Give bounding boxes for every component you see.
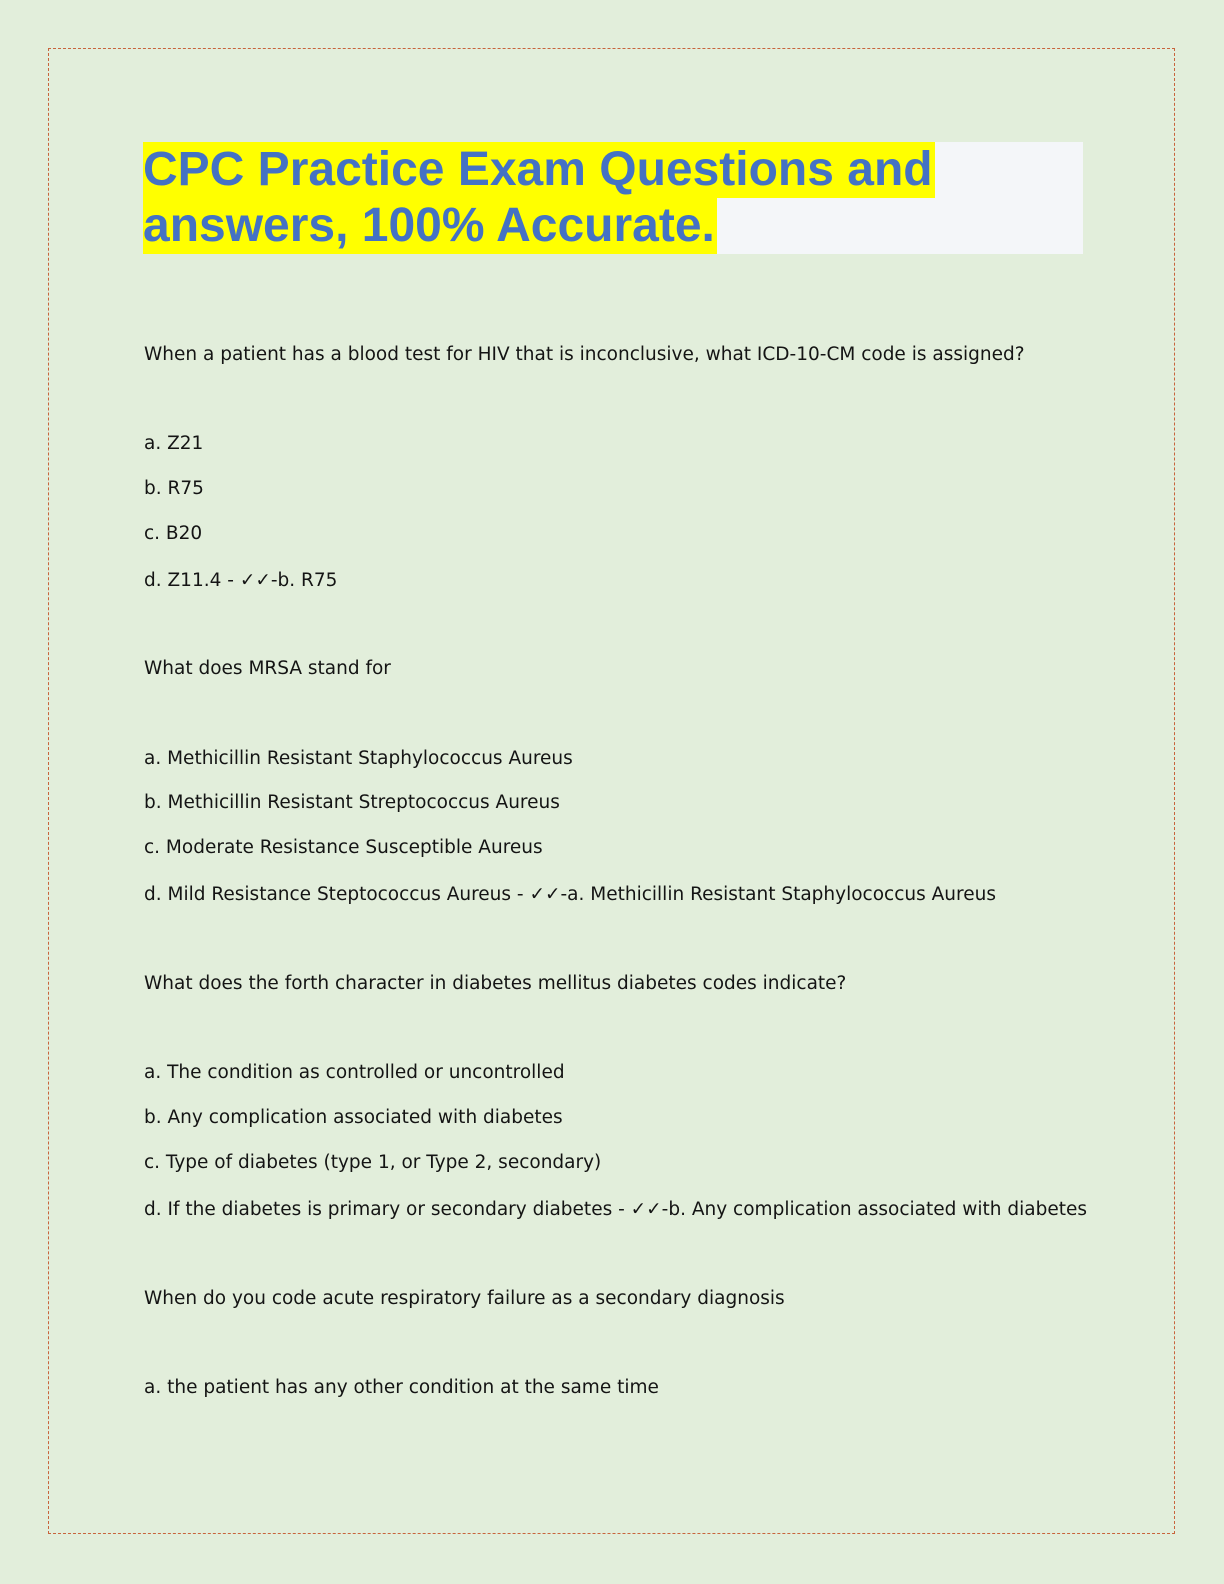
title-line-2: answers, 100% Accurate. <box>143 199 715 252</box>
answer-option: a. The condition as controlled or uncontrolled <box>144 1062 565 1083</box>
answer-option: c. Type of diabetes (type 1, or Type 2, secondary) <box>144 1152 602 1173</box>
answer-option: a. Z21 <box>144 433 204 454</box>
double-check-icon: ✓✓ <box>630 1199 662 1220</box>
question-text: What does the forth character in diabetes mellitus diabetes codes indicate? <box>144 973 847 994</box>
answer-option: a. Methicillin Resistant Staphylococcus Aureus <box>144 748 573 769</box>
answer-option: d. Z11.4 - <box>144 570 234 591</box>
answer-option-with-answer <box>144 569 337 593</box>
title-line-1: CPC Practice Exam Questions and <box>143 143 933 196</box>
question-text: What does MRSA stand for <box>144 658 391 679</box>
answer-option: b. Any complication associated with diabetes <box>144 1107 563 1128</box>
double-check-icon: ✓✓ <box>239 570 271 591</box>
answer-option-with-answer <box>144 1198 1087 1222</box>
correct-answer: -b. R75 <box>270 570 338 591</box>
correct-answer: -a. Methicillin Resistant Staphylococcus Aureus <box>560 884 996 905</box>
answer-option: d. If the diabetes is primary or secondary diabetes - <box>144 1199 625 1220</box>
answer-option: c. Moderate Resistance Susceptible Aureus <box>144 837 543 858</box>
document-title <box>143 142 1083 254</box>
answer-option: b. R75 <box>144 478 204 499</box>
double-check-icon: ✓✓ <box>529 884 561 905</box>
question-text: When a patient has a blood test for HIV that is inconclusive, what ICD-10-CM code is assigned? <box>144 344 1025 365</box>
answer-option: d. Mild Resistance Steptococcus Aureus - <box>144 884 524 905</box>
answer-option: c. B20 <box>144 523 203 544</box>
answer-option: a. the patient has any other condition at the same time <box>144 1377 659 1398</box>
correct-answer: -b. Any complication associated with diabetes <box>661 1199 1088 1220</box>
answer-option: b. Methicillin Resistant Streptococcus Aureus <box>144 792 560 813</box>
answer-option-with-answer <box>144 883 996 907</box>
question-text: When do you code acute respiratory failure as a secondary diagnosis <box>144 1288 785 1309</box>
